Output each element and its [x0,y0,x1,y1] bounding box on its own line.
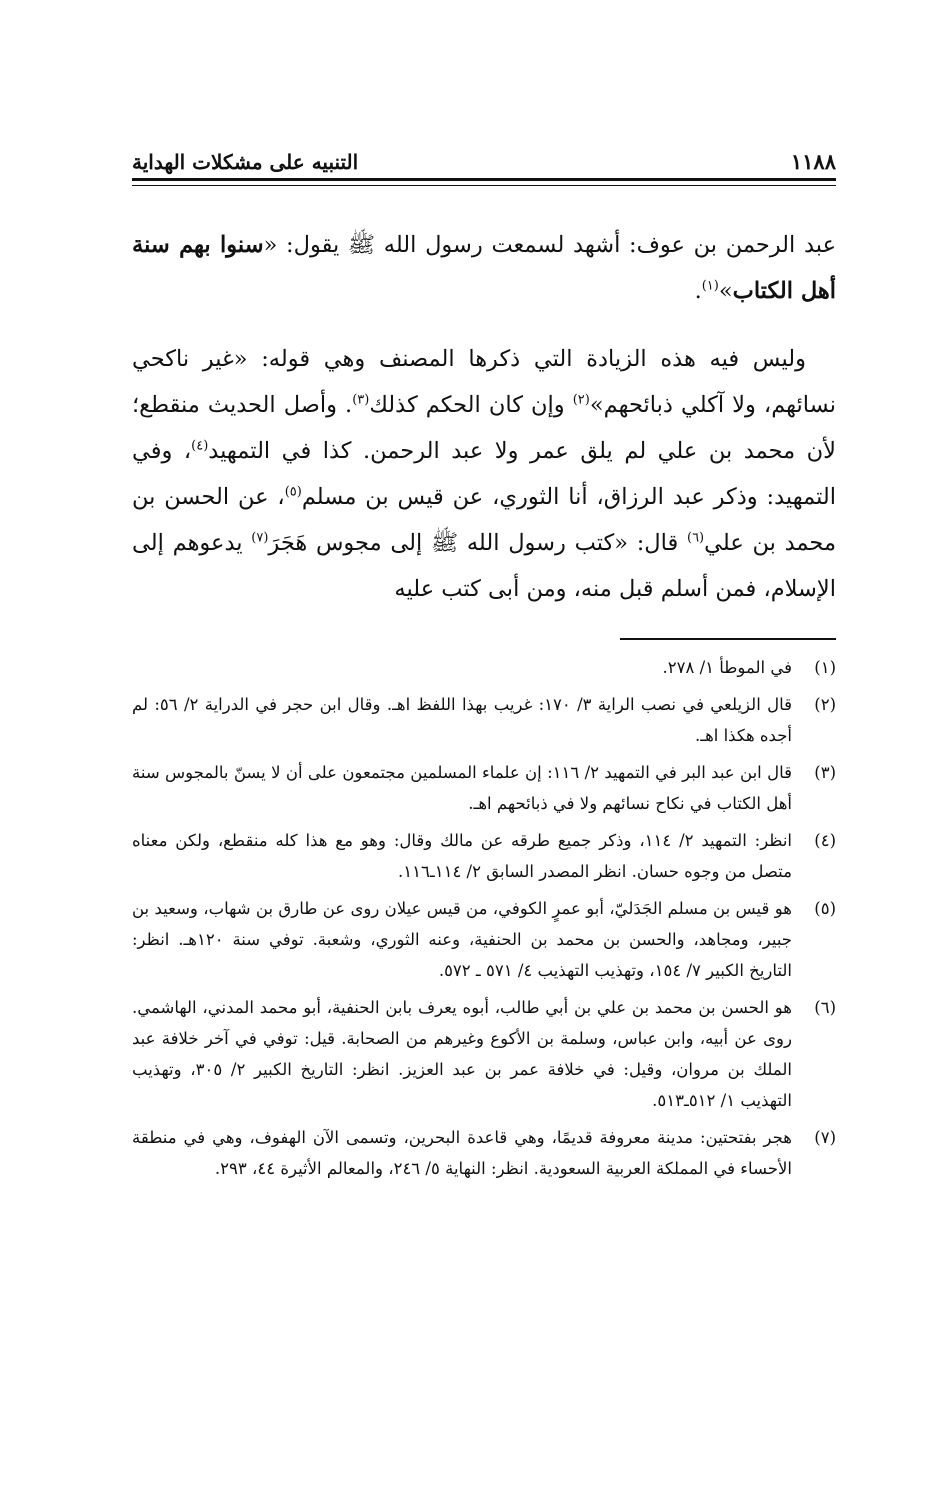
footnote-2 [132,689,836,751]
footnote-text: هجر بفتحتين: مدينة معروفة قديمًا، وهي قاعدة البحرين، وتسمى الآن الهفوف، وهي في منطقة الأحساء في المملكة العربية السعودية. انظر: النهاية ٥/ ٢٤٦، والمعالم الأثيرة ٤٤، ٢٩٣. [132,1128,792,1178]
footnote-7 [132,1122,836,1184]
footnote-6 [132,992,836,1116]
page-header [132,140,836,174]
footnote-ref-6[interactable]: (٦) [686,530,705,546]
footnote-number: (٧) [814,1128,836,1147]
footnote-1 [132,652,836,683]
footnote-number: (٦) [814,998,836,1017]
text-run: قال: «كتب رسول الله ﷺ إلى مجوس هَجَرَ [268,530,687,556]
text-run: . [694,278,702,304]
footnote-4 [132,825,836,887]
footnote-text: هو الحسن بن محمد بن علي بن أبي طالب، أبوه يعرف بابن الحنفية، أبو محمد المدني، الهاشمي. روى عن أبيه، وابن عباس، وسلمة بن الأكوع وغيرهم من الصحابة. قيل: توفي في آخر خلافة عبد الملك بن مروان، وقيل: في خلافة عمر بن عبد العزيز. انظر: التاريخ الكبير ٢/ ٣٠٥، وتهذيب التهذيب ١/ ٥١٢ـ٥١٣. [132,998,792,1110]
footnote-number: (١) [814,658,836,677]
footnote-ref-3[interactable]: (٣) [352,392,370,408]
footnote-text: قال الزيلعي في نصب الراية ٣/ ١٧٠: غريب بهذا اللفظ اهـ. وقال ابن حجر في الدراية ٢/ ٥٦: لم أجده هكذا اهـ. [132,695,793,745]
footnote-ref-7[interactable]: (٧) [251,530,269,546]
text-run: ، وفي التمهيد: وذكر عبد الرزاق، أنا الثوري، عن قيس بن مسلم [132,438,836,510]
footnote-ref-1[interactable]: (١) [701,278,719,294]
footnote-number: (٥) [814,899,836,918]
text-run: » [718,278,733,304]
header-rule-thin [132,185,836,186]
page-number: ١١٨٨ [790,149,836,174]
text-run: عبد الرحمن بن عوف: أشهد لسمعت رسول الله ﷺ يقول: « [263,232,837,258]
text-run: وإن كان الحكم كذلك [369,392,573,418]
footnote-number: (٤) [814,831,836,850]
footnote-5 [132,893,836,986]
footnote-ref-4[interactable]: (٤) [191,438,209,454]
running-title: التنبيه على مشكلات الهداية [132,150,359,174]
header-rule-thick [132,178,836,181]
footnotes [132,652,836,1190]
paragraph-2 [132,336,836,612]
text-run: . وأصل الحديث منقطع؛ لأن محمد بن علي لم يلق عمر ولا عبد الرحمن. كذا في التمهيد [132,392,836,464]
footnote-text: انظر: التمهيد ٢/ ١١٤، وذكر جميع طرقه عن مالك وقال: وهو مع هذا كله منقطع، ولكن معناه متصل من وجوه حسان. انظر المصدر السابق ٢/ ١١٤ـ١١٦. [132,831,793,881]
text-run: ، عن الحسن بن محمد بن علي [132,484,836,556]
footnote-number: (٢) [814,695,836,714]
footnote-text: قال ابن عبد البر في التمهيد ٢/ ١١٦: إن علماء المسلمين مجتمعون على أن لا يسنّ بالمجوس سنة أهل الكتاب في نكاح نسائهم ولا في ذبائحهم اهـ. [132,763,793,813]
footnote-3 [132,757,836,819]
footnote-ref-2[interactable]: (٢) [572,392,590,408]
text-run: يدعوهم إلى الإسلام، فمن أسلم قبل منه، ومن أبى كتب عليه [132,530,836,602]
main-text [132,222,836,612]
footnote-number: (٣) [814,763,836,782]
text-run: وليس فيه هذه الزيادة التي ذكرها المصنف وهي قوله: «غير ناكحي نسائهم، ولا آكلي ذبائحهم» [132,346,836,418]
footnote-ref-5[interactable]: (٥) [284,484,302,500]
hadith-quote: سنوا بهم سنة أهل الكتاب [132,232,836,304]
footnote-text: هو قيس بن مسلم الجَدَليّ، أبو عمرٍ الكوفي، من قيس عيلان روى عن طارق بن شهاب، وسعيد بن جبير، ومجاهد، والحسن بن محمد بن الحنفية، وعنه الثوري، وشعبة. توفي سنة ١٢٠هـ. انظر: التاريخ الكبير ٧/ ١٥٤، وتهذيب التهذيب ٤/ ٥٧١ ـ ٥٧٢. [132,899,792,980]
paragraph-1 [132,222,836,314]
footnote-separator [620,638,836,640]
footnote-text: في الموطأ ١/ ٢٧٨. [662,658,792,677]
